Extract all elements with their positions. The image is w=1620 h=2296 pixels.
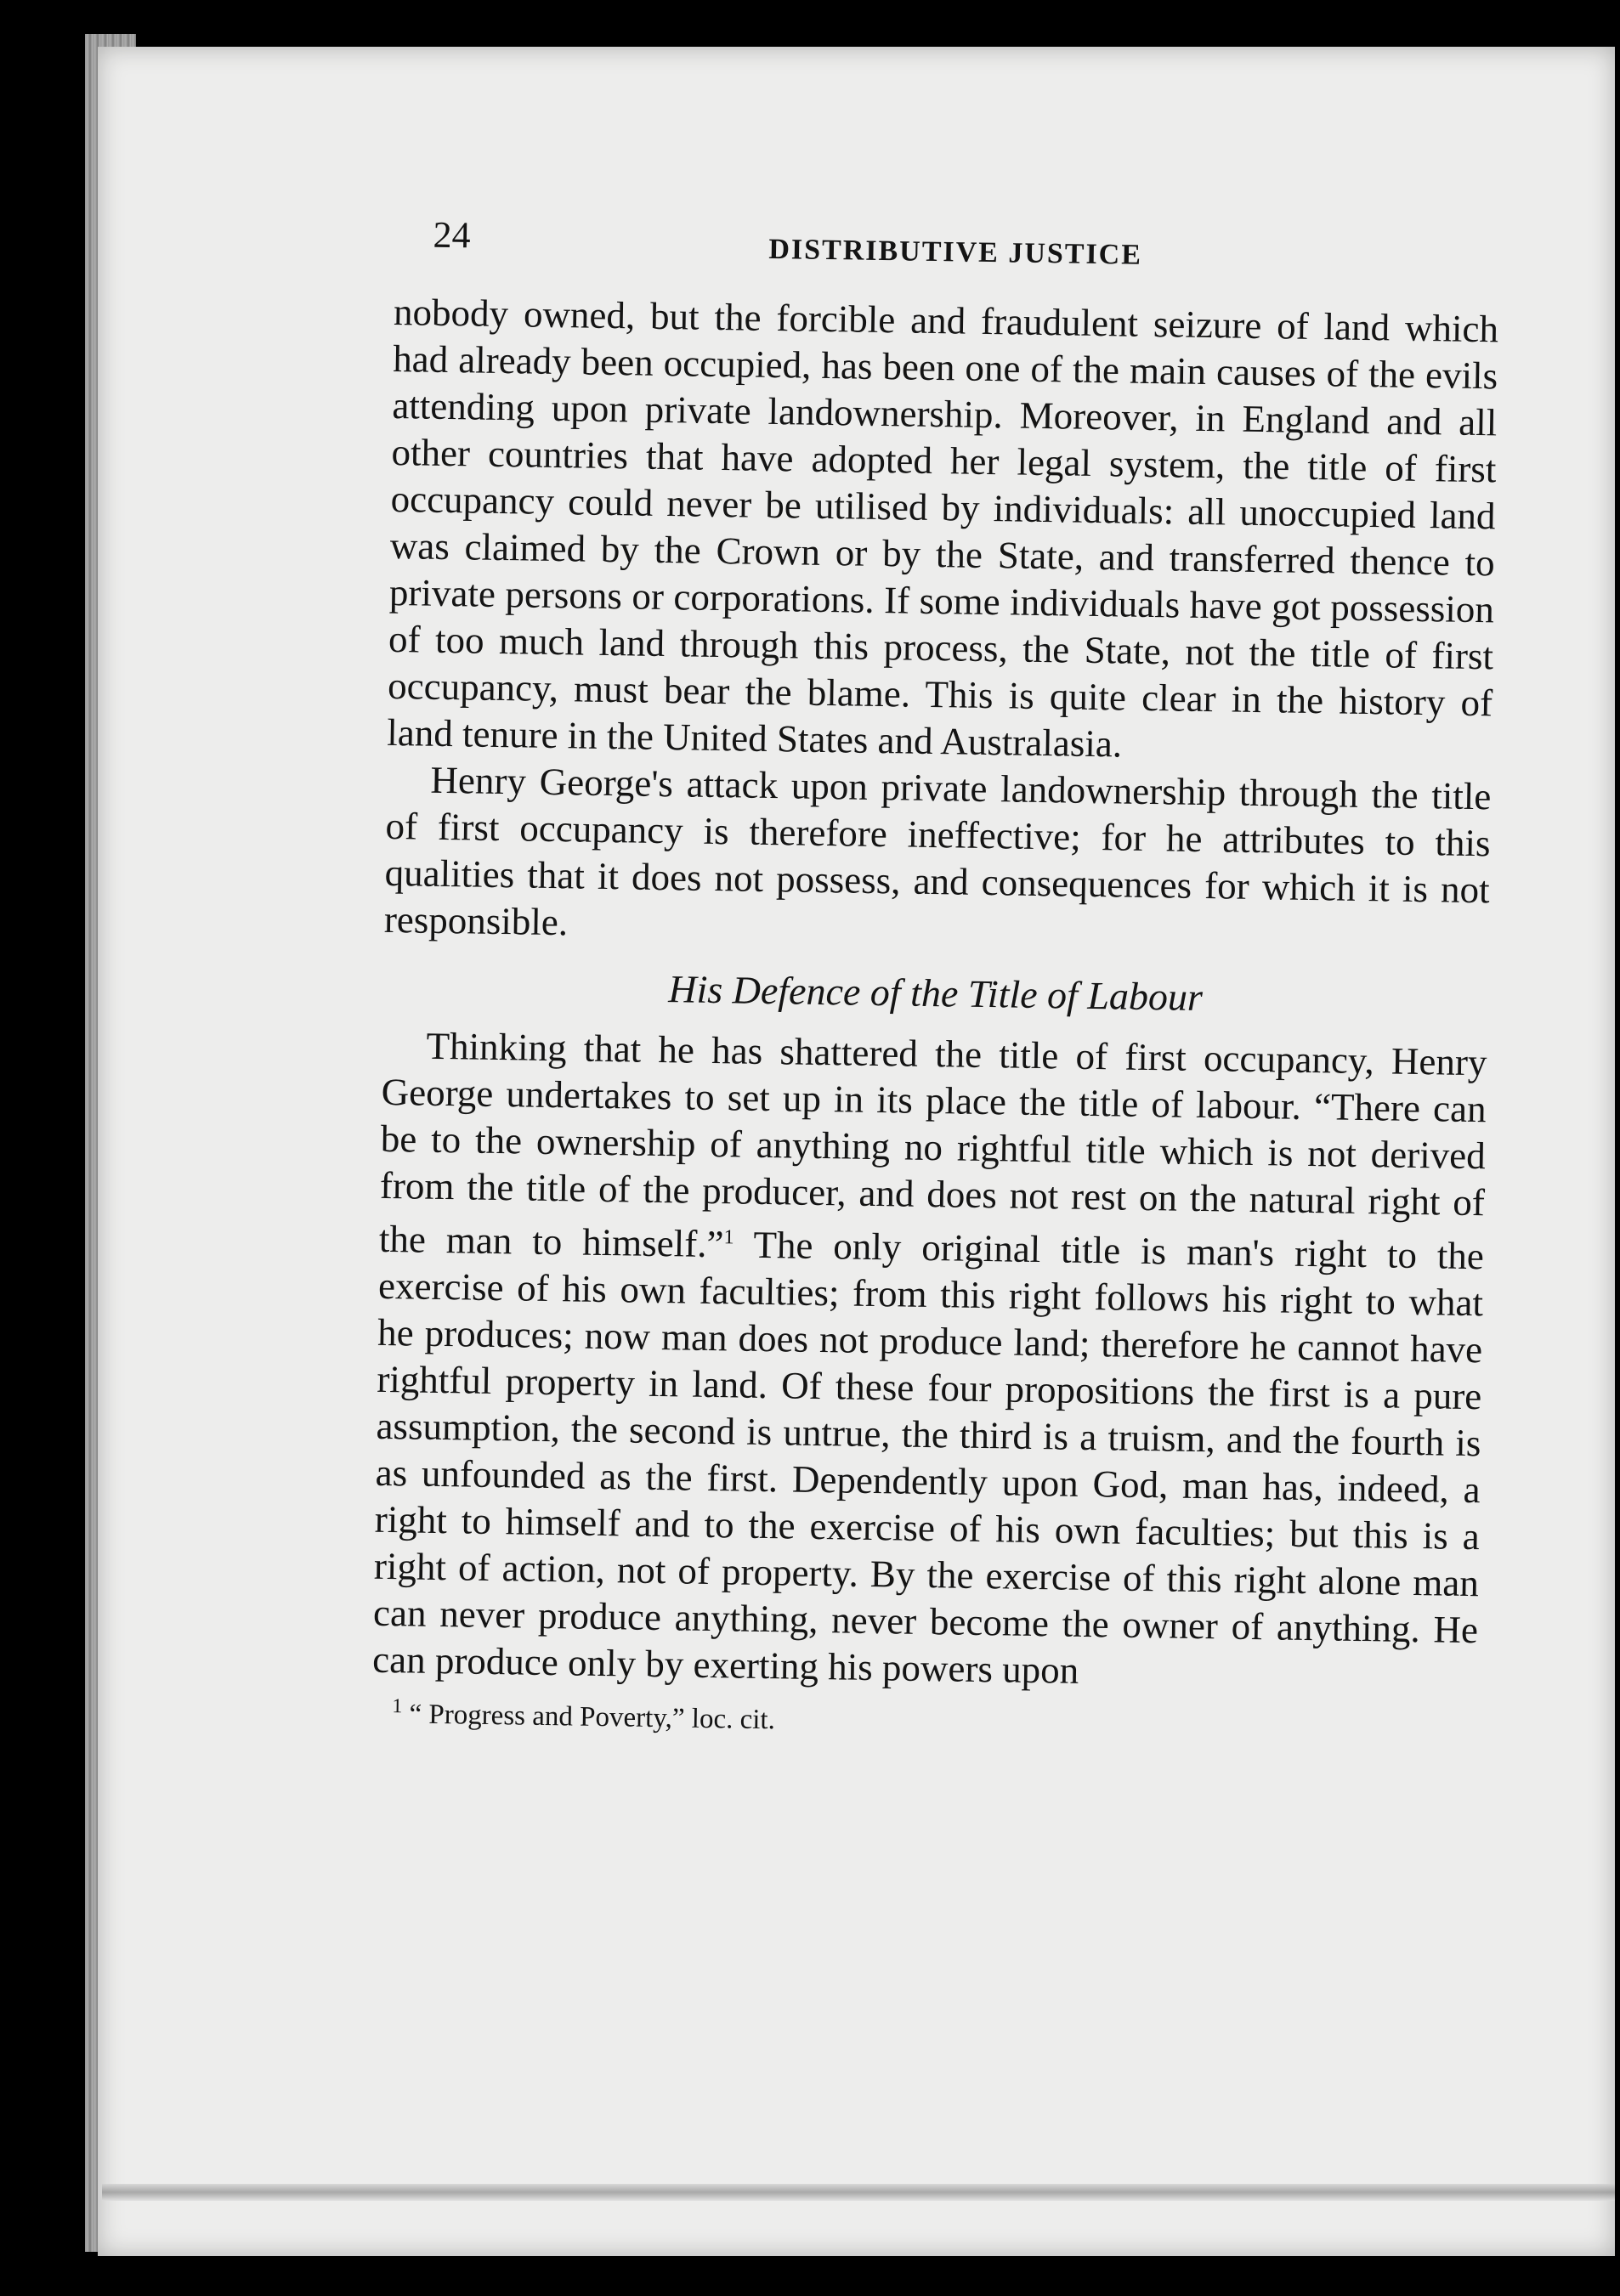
running-head: DISTRIBUTIVE JUSTICE bbox=[768, 233, 1143, 271]
paragraph-2: Henry George's attack upon private landownership through the title of first occupancy is therefore ineffective; for he attributes to this qualities that it does not possess, and consequences for which it is not responsible. bbox=[383, 758, 1492, 944]
body-text bbox=[372, 289, 1499, 1700]
paragraph-3-part-1: Thinking that he has shattered the title of first occupancy, Henry George undertakes to set up in its place the title of labour. “There can be to the ownership of anything no rightful title which is not derived from the title of the producer, and does not rest on the natural right of the man to himself.” bbox=[378, 1024, 1487, 1266]
page-number: 24 bbox=[433, 213, 471, 257]
footnote-reference: 1 bbox=[723, 1226, 734, 1249]
paragraph-3 bbox=[372, 1022, 1487, 1700]
paragraph-3-part-2: The only original title is man's right to the exercise of his own faculties; from this right follows his right to what he produces; now man does not produce land; therefore he cannot have rightful property in land. Of these four propositions the first is a pure assumption, the second is untrue, the third is a truism, and the fourth is as unfounded as the first. Dependently upon God, man has, indeed, a right to himself and to the exercise of his own faculties; but this is a right of action, not of property. By the exercise of this right alone man can never produce anything, never become the owner of anything. He can produce only by exerting his powers upon bbox=[371, 1223, 1485, 1692]
page-text-block bbox=[371, 212, 1500, 1747]
paragraph-1: nobody owned, but the forcible and fraudulent seizure of land which had already been occupied, has been one of the main causes of the evils attending upon private landownership. Moreover, in England and all other countries that have adopted her legal system, the title of first occupancy could never be utilised by individuals: all unoccupied land was claimed by the Crown or by the State, and transferred thence to private persons or corporations. If some individuals have got possession of too much land through this process, the State, not the title of first occupancy, must bear the blame. This is quite clear in the history of land tenure in the United States and Australasia. bbox=[386, 290, 1499, 766]
footnote-text: “ Progress and Poverty,” loc. cit. bbox=[409, 1699, 776, 1736]
page-bottom-edge bbox=[102, 2184, 1615, 2201]
section-heading: His Defence of the Title of Labour bbox=[667, 967, 1204, 1020]
footnote-marker: 1 bbox=[392, 1695, 403, 1718]
